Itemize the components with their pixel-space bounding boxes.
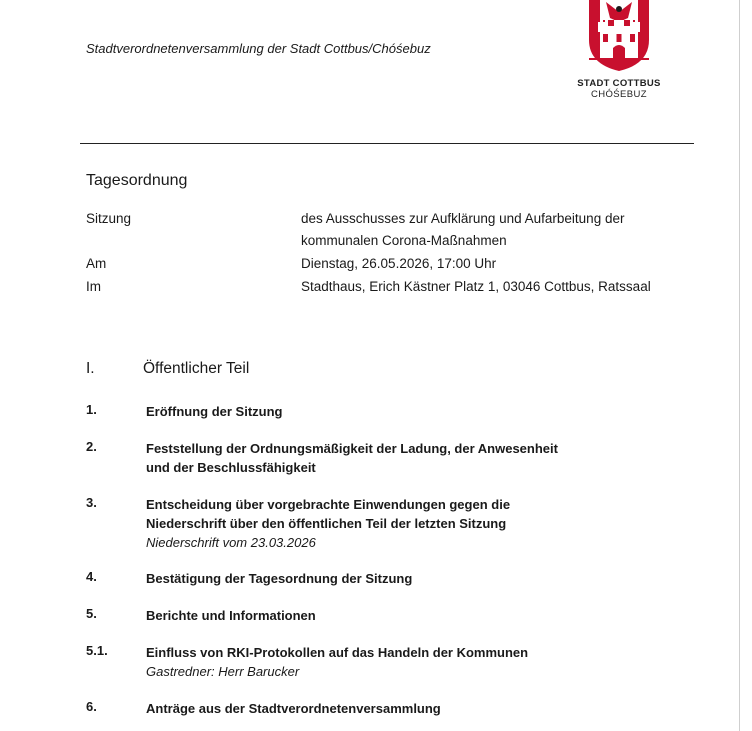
agenda-item-number: 1. (86, 402, 97, 417)
agenda-item-title (146, 643, 606, 681)
agenda-item-number: 5.1. (86, 643, 108, 658)
coat-of-arms-icon (586, 0, 652, 72)
agenda-item-title-line1: Entscheidung über vorgebrachte Einwendungen gegen die (146, 497, 511, 512)
agenda-item-title-line2: und der Beschlussfähigkeit (146, 460, 316, 475)
agenda-item-number: 4. (86, 569, 97, 584)
agenda-item-title-line1: Einfluss von RKI-Protokollen auf das Handeln der Kommunen (146, 645, 529, 660)
header-divider (80, 143, 694, 144)
viewer-scroll-edge (739, 0, 752, 731)
agenda-item-number: 5. (86, 606, 97, 621)
agenda-item-title-line2: Niederschrift über den öffentlichen Teil der letzten Sitzung (146, 516, 507, 531)
city-logo (573, 0, 665, 112)
organization-header: Stadtverordnetenversammlung der Stadt Cottbus/Chóśebuz (86, 41, 431, 56)
agenda-item-title (146, 495, 606, 552)
section-number: I. (86, 360, 95, 377)
agenda-item-note: Gastredner: Herr Barucker (146, 664, 300, 679)
document-title: Tagesordnung (86, 172, 188, 189)
agenda-item-title: Anträge aus der Stadtverordnetenversammlung (146, 701, 441, 716)
agenda-item-title (146, 439, 606, 477)
meta-label-im: Im (86, 279, 101, 294)
logo-city-name: STADT COTTBUS (577, 78, 661, 89)
agenda-item-title: Eröffnung der Sitzung (146, 404, 283, 419)
agenda-item-note: Niederschrift vom 23.03.2026 (146, 535, 316, 550)
agenda-item-title: Berichte und Informationen (146, 608, 316, 623)
meta-value-am: Dienstag, 26.05.2026, 17:00 Uhr (301, 256, 497, 271)
agenda-item-number: 2. (86, 439, 97, 454)
meta-value-sitzung-line2: kommunalen Corona-Maßnahmen (301, 233, 507, 248)
meta-label-am: Am (86, 256, 107, 271)
meta-value-sitzung (301, 208, 681, 252)
meta-value-im: Stadthaus, Erich Kästner Platz 1, 03046 Cottbus, Ratssaal (301, 279, 651, 294)
agenda-item-number: 3. (86, 495, 97, 510)
meta-label-sitzung: Sitzung (86, 211, 132, 226)
agenda-item-title: Bestätigung der Tagesordnung der Sitzung (146, 571, 413, 586)
section-title: Öffentlicher Teil (143, 360, 250, 377)
logo-city-subname: CHÓŚEBUZ (591, 89, 647, 100)
agenda-item-number: 6. (86, 699, 97, 714)
meta-value-sitzung-line1: des Ausschusses zur Aufklärung und Aufarbeitung der (301, 211, 625, 226)
agenda-item-title-line1: Feststellung der Ordnungsmäßigkeit der Ladung, der Anwesenheit (146, 441, 558, 456)
